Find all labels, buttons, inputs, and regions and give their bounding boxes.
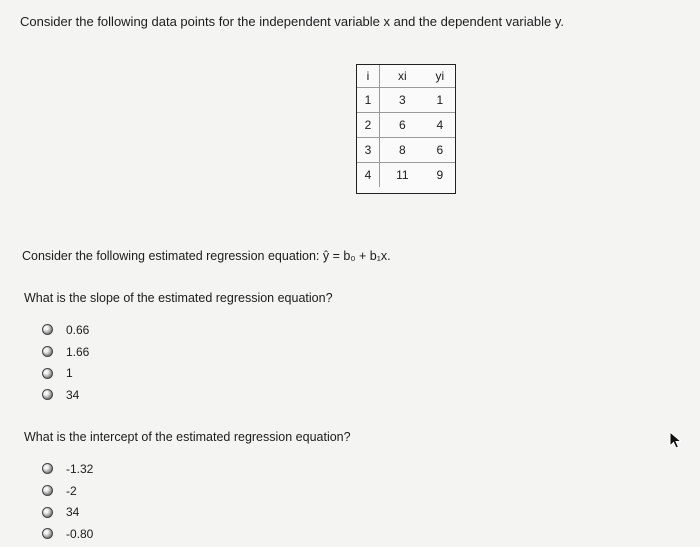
option-label: 34: [66, 387, 80, 402]
intro-text: Consider the following data points for the independent variable x and the dependent variable y.: [20, 14, 564, 29]
table-cell: 1: [425, 88, 455, 113]
option-label: -2: [66, 483, 77, 498]
option-label: 34: [66, 505, 80, 520]
slope-option-1[interactable]: [42, 319, 89, 341]
slope-question: What is the slope of the estimated regression equation?: [24, 291, 333, 305]
table-cell: 3: [380, 88, 425, 113]
table-row: [357, 163, 455, 188]
table-header-xi: xi: [398, 69, 407, 83]
radio-button-icon[interactable]: [42, 507, 53, 518]
intercept-option-3[interactable]: [42, 501, 93, 523]
slope-option-4[interactable]: [42, 384, 89, 406]
table-cell: 4: [425, 113, 455, 138]
intercept-options: [42, 458, 93, 545]
slope-option-3[interactable]: [42, 362, 89, 384]
radio-button-icon[interactable]: [42, 324, 53, 335]
option-label: -1.32: [66, 461, 94, 476]
intercept-question: What is the intercept of the estimated regression equation?: [24, 430, 351, 444]
option-label: -0.80: [66, 526, 94, 541]
radio-button-icon[interactable]: [42, 485, 53, 496]
table-row: [357, 88, 455, 113]
regression-equation-text: Consider the following estimated regression equation: ŷ = b₀ + b₁x.: [22, 249, 391, 263]
table-cell: 2: [357, 113, 380, 138]
table-cell: 4: [357, 163, 380, 188]
slope-option-2[interactable]: [42, 341, 89, 363]
option-label: 0.66: [66, 322, 90, 337]
radio-button-icon[interactable]: [42, 528, 53, 539]
table-row: [357, 113, 455, 138]
table-cell: 6: [425, 138, 455, 163]
table-cell: 8: [380, 138, 425, 163]
radio-button-icon[interactable]: [42, 389, 53, 400]
intercept-option-4[interactable]: [42, 523, 93, 545]
radio-button-icon[interactable]: [42, 368, 53, 379]
table-cell: 6: [380, 113, 425, 138]
table-header-yi: yi: [435, 69, 445, 83]
table-cell: 1: [357, 88, 380, 113]
table-row: [357, 138, 455, 163]
slope-options: [42, 319, 89, 406]
table-cell: 3: [357, 138, 380, 163]
intercept-option-2[interactable]: [42, 480, 93, 502]
option-label: 1: [66, 366, 73, 381]
radio-button-icon[interactable]: [42, 463, 53, 474]
data-points-table: [356, 64, 456, 194]
radio-button-icon[interactable]: [42, 346, 53, 357]
table-header-i: i: [357, 65, 380, 88]
option-label: 1.66: [66, 344, 90, 359]
intercept-option-1[interactable]: [42, 458, 93, 480]
mouse-pointer-icon: [669, 431, 683, 451]
table-cell: 11: [380, 163, 425, 188]
table-cell: 9: [425, 163, 455, 188]
